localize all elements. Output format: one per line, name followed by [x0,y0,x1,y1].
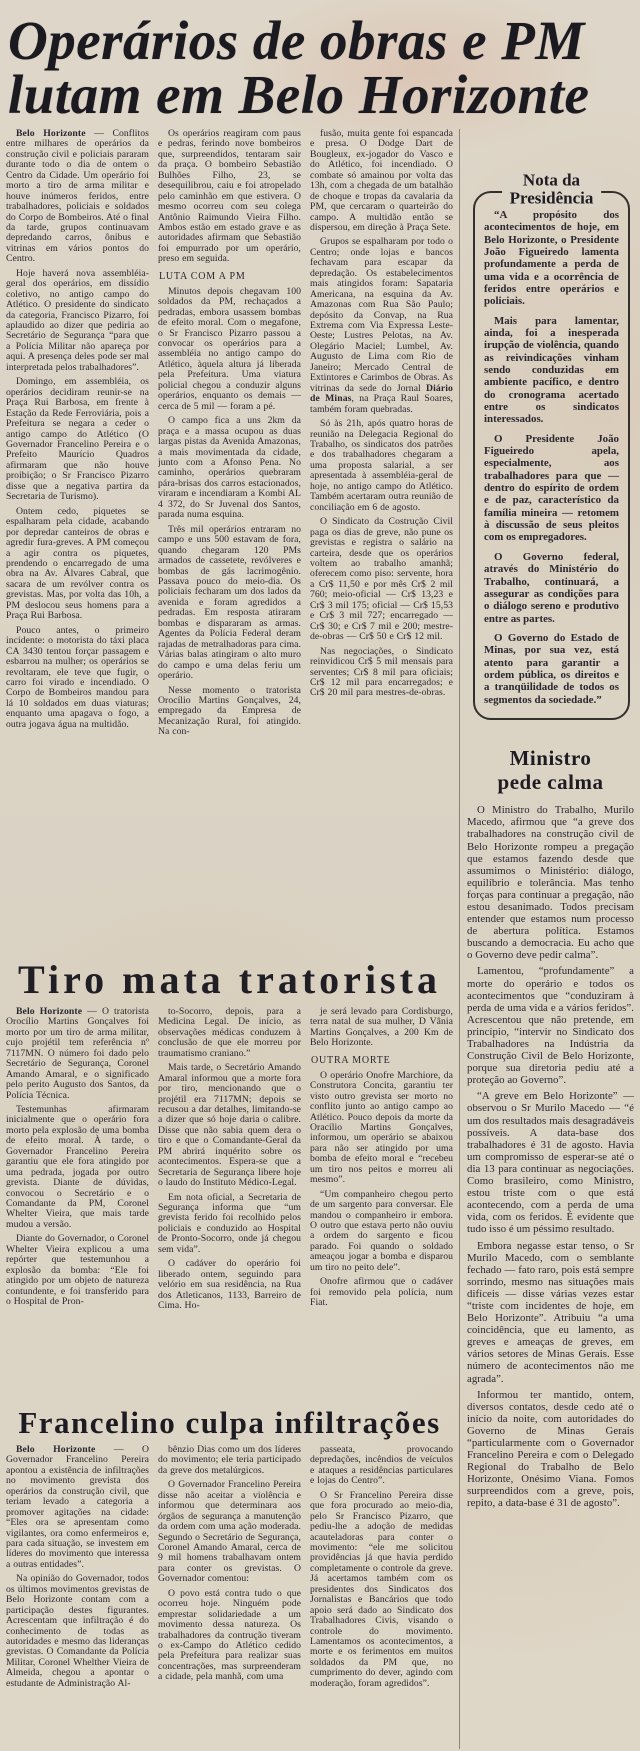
nota-title-line-1: Nota da [522,170,581,190]
article-paragraph: Na opinião do Governador, todos os últimos movimentos grevistas de Belo Horizonte contam com a participação destes figurantes. Acrescentam que infiltração é do conhecimento de todas as autoridades e mesmo das lideranças grevistas. O Comandante da Polícia Militar, Coronel Whelther Vieira de Almeida, chegou a apontar o estudante de Administração Al- [6,1573,149,1689]
article-paragraph: Belo Horizonte — O tratorista Orocílio Martins Gonçalves foi morto por um tiro de arma militar, cujo projétil tem referência nº 7117MN. O número foi dado pelo Secretário de Segurança, Coronel Amando Amaral, e o significado pelo perito Augusto dos Santos, da Polícia Técnica. [6,1006,149,1101]
tiro-article [6,1007,453,1401]
francelino-article-column-1 [6,1445,149,1751]
dateline: Belo Horizonte [16,1006,83,1017]
article-paragraph: Belo Horizonte — Conflitos entre milhares de operários da construção civil e policiais pararam durante todo o dia de ontem o Centro da Cidade. Um operário foi morto a tiro de arma militar e houve inúmeros feridos, entre trabalhadores, policiais e soldados do Corpo de Bombeiros. Até o final da tarde, grupos continuavam depredando carros, ônibus e vitrinas em vários pontos do Centro. [6,128,149,265]
article-paragraph: Belo Horizonte — O Governador Francelino Pereira apontou a existência de infiltrações no movimento grevista dos operários da construção civil, que teriam levado a categoria a promover agitações na cidade: “Eles ora se apresentam como vigilantes, ora como enfermeiros e, para cada situação, se investem em líderes do movimento que interessa a outras entidades”. [6,1444,149,1570]
article-paragraph: je será levado para Cordisburgo, terra natal de sua mulher, D Vânia Martins Gonçalves, a 200 Km de Belo Horizonte. [310,1006,453,1049]
article-paragraph: Só às 21h, após quatro horas de reunião na Delegacia Regional do Trabalho, os sindicatos dos patrões e dos trabalhadores chegaram a uma proposta salarial, a ser apresentada à assembléia-geral de hoje, no antigo campo do Atlético. Também acertaram outra reunião de conciliação em 6 de agosto. [310,418,453,513]
francelino-article-headline: Francelino culpa infiltrações [18,1404,441,1440]
article-paragraph: Domingo, em assembléia, os operários decidiram reunir-se na Praça Rui Barbosa, em frente à Estação da Rede Ferroviária, pois a Prefeitura se negara a ceder o antigo campo do Atlético (O Governador Francelino Pereira e o Prefeito Maurício Quadros afirmaram que não houve proibição; o Sr Francisco Pizarro disse que a negativa partira da Secretaria de Turismo). [6,376,149,503]
main-article-column-1 [6,129,149,951]
article-paragraph: “Um companheiro chegou perto de um sargento para conversar. Ele mandou o companheiro ir embora. O outro que estava perto não ouviu a ordem do sargento e ficou parado. Foi quando o soldado ameaçou jogar a bomba e disparou um tiro no peito dele”. [310,1188,453,1273]
article-paragraph: Em nota oficial, a Secretaria de Segurança informa que “um grevista ferido foi recolhido pelos policiais e conduzido ao Hospital de Pronto-Socorro, onde já chegou sem vida”. [158,1191,301,1255]
article-paragraph: O Sr Francelino Pereira disse que fora procurado ao meio-dia, pelo Sr Francisco Pizarro, que pediu-lhe a adoção de medidas acauteladoras para conter o movimento: “ele me solicitou providências já que havia perdido completamente o controle da greve. Já acertamos também com os presidentes dos Sindicatos dos Jornalistas e Bancários que todo apoio será dado ao Sindicato dos Trabalhadores Civis, visando o controle do movimento. Lamentamos os acontecimentos, a morte e os ferimentos em muitos soldados da PM que, no cumprimento do dever, agindo com moderação, foram agredidos”. [310,1489,453,1689]
article-paragraph: Mais tarde, o Secretário Amando Amaral informou que a morte fora por tiro, mencionando que o projétil era 7117MN; depois se recusou a dar detalhes, limitando-se a dizer que só hoje daria o calibre. Disse que não sabia quem dera o tiro e que o Comandante-Geral da PM abrirá inquérito sobre os acontecimentos. Espera-se que a Secretaria de Segurança libere hoje o laudo do Instituto Médico-Legal. [158,1062,301,1189]
main-article-column-2 [158,129,301,951]
ministro-headline-line-1: Ministro [509,745,592,770]
article-paragraph: O campo fica a uns 2km da praça e a massa ocupou as duas largas pistas da Avenida Amazonas, a mais movimentada da cidade, junto com a Afonso Pena. No caminho, operários quebraram pára-brisas dos carros estacionados, viraram e incendiaram a Kombi AL 4 372, do Sr Juvenal dos Santos, parada numa esquina. [158,415,301,521]
francelino-article-column-3 [310,1445,453,1751]
article-paragraph: Três mil operários entraram no campo e uns 500 estavam de fora, quando chegaram 120 PMs armados de cassetete, revólveres e bombas de gás lacrimogênio. Passava pouco do meio-dia. Os policiais fecharam um dos lados da avenida e foram agredidos a pedradas. Em resposta atiraram bombas e dispararam as armas. Agentes da Polícia Federal deram rajadas de metralhadoras para cima. Várias balas atingiram o alto muro do campo e uma delas feriu um operário. [158,523,301,682]
tiro-article-column-1 [6,1007,149,1401]
dateline: Belo Horizonte [16,1444,96,1455]
article-paragraph: Onofre afirmou que o cadáver foi removido pela polícia, num Fiat. [310,1276,453,1309]
article-paragraph: “A propósito dos acontecimentos de hoje, em Belo Horizonte, o Presidente João Figueiredo lamenta profundamente a perda de uma vida e a ocorrência de feridos entre operários e policiais. [484,208,619,308]
nota-presidencia-text [484,209,619,706]
article-paragraph: O Governador Francelino Pereira disse não aceitar a violência e informou que determinara aos órgãos de segurança a manutenção da ordem com uma ação moderada. Segundo o Secretário de Segurança, Coronel Amando Amaral, cerca de 9 mil homens trabalhavam ontem para conter os grevistas. O Governador comentou: [158,1479,301,1585]
dateline: Belo Horizonte [16,128,86,139]
francelino-article-column-2 [158,1445,301,1751]
main-article-column-3 [310,129,453,951]
article-paragraph: O operário Onofre Marchiore, da Construtora Concita, garantiu ter visto outro grevista ser morto no conflito junto ao antigo campo ao Atlético. Pouco depois da morte da Oracílio Martins Gonçalves, informou, um operário se abaixou para não ser atingido por uma bomba de efeito moral e “recebeu um tiro nos peitos e morreu ali mesmo”. [310,1069,453,1186]
article-paragraph: Diante do Governador, o Coronel Whelter Vieira explicou a uma repórter que testemunhou a explosão da bomba: “Ele foi atingido por um objeto de natureza contundente, e foi transferido para o Hospital de Pron- [6,1233,149,1308]
article-paragraph: Grupos se espalharam por todo o Centro; onde lojas e bancos fechavam para escapar da depredação. Os estabelecimentos mais atingidos foram: Sapataria Americana, na esquina da Av. Amazonas com Rua São Paulo; depósito da Convap, na Rua Extrema com Via Expressa Leste-Oeste; Lustres Pelotas, na Av. Olegário Maciel; Lumbel, Av. Augusto de Lima com Rio de Janeiro; Mercado Central de Extintores e Carimbos de Obras. As vitrinas da sede do Jornal Diário de Minas, na Praça Raul Soares, também foram quebradas. [310,236,453,415]
article-subhead: LUTA COM A PM [159,270,246,282]
article-paragraph: O Governo federal, através do Ministério do Trabalho, continuará, a assegurar as condições para o diálogo sereno e produtivo entre as partes. [484,550,619,625]
article-paragraph: passeata, provocando depredações, incêndios de veículos e ataques a residências particulares e lojas do Centro”. [310,1444,453,1487]
article-paragraph: Embora negasse estar tenso, o Sr Murilo Macedo, com o semblante fechado — fato raro, pois está sempre sorrindo, mesmo nas situações mais difíceis — disse várias vezes estar “triste com incidentes de hoje, em Belo Horizonte”. Atribuiu “a uma coincidência, que eu lamento, as greves e ameaças de greves, em vários setores de Minas Gerais. Esse número de acontecimentos não me agrada”. [467,1239,634,1385]
ministro-article-text [467,804,634,1513]
article-paragraph: O povo está contra tudo o que ocorreu hoje. Ninguém pode emprestar solidariedade a um movimento dessa natureza. Os trabalhadores da contrução tiveram o ex-Campo do Atlético cedido pela Prefeitura para realizar suas concentrações, mas surpreenderam a cidade, pela manhã, com uma [158,1587,301,1683]
article-paragraph: O Sindicato da Costrução Civil paga os dias de greve, não pune os grevistas e registra o salário na carteira, desde que os operários voltem ao trabalho amanhã; oferecem como piso: servente, hora a Cr$ 11,50 e por mês Cr$ 2 mil 760; meio-oficial — Cr$ 13,23 e Cr$ 3 mil 175; oficial — Cr$ 15,53 e Cr$ 3 mil 727; encarregado — Cr$ 30; e Cr$ 7 mil e 200; mestre-de-obras — Cr$ 50 e Cr$ 12 mil. [310,516,453,643]
article-subhead: OUTRA MORTE [311,1054,391,1066]
article-paragraph: Mais para lamentar, ainda, foi a inesperada irupção de violência, quando as reivindicações vinham sendo conduzidas em ambiente pacífico, e dentro do cronograma acertado entre os sindicatos interessados. [484,314,619,426]
tiro-article-headline: Tiro mata tratorista [18,956,441,1002]
main-headline-line-2: lutam em Belo Horizonte [8,64,590,126]
article-paragraph: Minutos depois chegavam 100 soldados da PM, rechaçados a pedradas, embora usassem bombas de efeito moral. Com o megafone, o Sr Francisco Pizarro passou a convocar os operários para a assembléia no antigo campo do Atlético, àquela altura já liberada pela Prefeitura. Uma viatura policial chegou a conduzir alguns operários, enquanto os demais — cerca de 5 mil — foram a pé. [158,285,301,412]
article-paragraph: O Presidente João Figueiredo apela, especialmente, aos trabalhadores para que — dentro do espírito de ordem e de paz, característico da família mineira — retomem à discussão de seus pleitos com os empregadores. [484,432,619,544]
article-paragraph: to-Socorro, depois, para a Medicina Legal. De início, as observações médicas conduzem à conclusão de que ele morreu por traumatismo craniano.” [158,1006,301,1059]
article-paragraph: “A greve em Belo Horizonte” — observou o Sr Murilo Macedo — “é um dos resultados mais desagradáveis possíveis. A data-base dos trabalhadores é 31 de agosto. Havia um compromisso de esperar-se até o dia 13 para continuar as negociações. Como brasileiro, como Ministro, estou triste com o que está acontecendo, com a perda de uma vida, com os feridos. É evidente que tudo isso é um péssimo resultado. [467,1090,634,1236]
article-paragraph: O Ministro do Trabalho, Murilo Macedo, afirmou que “a greve dos trabalhadores na construção civil de Belo Horizonte rompeu a pregação que estamos fazendo desde que assumimos o Ministério: diálogo, equilíbrio e tolerância. Mas tenho forças para continuar a pregação, não estou desanimado. Todos precisam entender que estamos num processo de abertura política. Estamos buscando a democracia. Eu acho que o Governo deve pedir calma”. [467,804,634,962]
ministro-headline-line-2: pede calma [497,770,604,795]
article-paragraph: Informou ter mantido, ontem, diversos contatos, desde cedo até o início da noite, com autoridades do Governo de Minas Gerais “particularmente com o Governador Francelino Pereira e com o Delegado Regional do Trabalho de Belo Horizonte, Onésimo Viana. Fomos surpreendidos com a greve, pois, repito, a data-base é 31 de agosto”. [467,1388,634,1510]
main-headline [8,10,634,126]
article-paragraph: Hoje haverá nova assembléia-geral dos operários, em dissídio coletivo, no antigo campo do Atlético. O presidente do sindicato da categoria, Francisco Pizarro, foi aplaudido ao dizer que pediria ao Secretário de Segurança “para que a Polícia Militar não apareça por aqui. A presença deles pode ser mal interpretada pelos trabalhadores”. [6,267,149,373]
tiro-article-column-3 [310,1007,453,1401]
tiro-article-column-2 [158,1007,301,1401]
article-paragraph: Os operários reagiram com paus e pedras, ferindo nove bombeiros que, surpreendidos, tentaram sair da praça. O bombeiro Sebastião Bulhões Filho, 23, se desequilibrou, caiu e foi atropelado pelo caminhão em que estivera. O mesmo ocorreu com seu colega Antônio Raimundo Vieira Filho. Ambos estão em estado grave e as autoridades afirmam que Sebastião foi empurrado por um operário, preso em seguida. [158,128,301,265]
right-column [459,129,634,1749]
page-body [6,129,634,1751]
article-paragraph: Pouco antes, o primeiro incidente: o motorista do táxi placa CA 3430 tentou forçar passagem e esbarrou na mulher; os operários se revoltaram, ele teve que fugir, o carro foi virado e incendiado. O Corpo de Bombeiros mandou para lá 10 soldados em duas viaturas; enquanto uma apagava o fogo, a outra jogava água na multidão. [6,624,149,730]
article-paragraph: Nas negociações, o Sindicato reinvidicou Cr$ 5 mil mensais para serventes; Cr$ 8 mil para oficiais; Cr$ 12 mil para encarregados; e Cr$ 20 mil para mestres-de-obras. [310,645,453,699]
nota-title-line-2: Presidência [509,188,594,208]
ministro-headline [467,746,634,794]
article-paragraph: Testemunhas afirmaram inicialmente que o operário fora morto pela explosão de uma bomba de efeito moral. À tarde, o Governador Francelino Pereira garantiu que ele fora atingido por uma pedrada, jogada por outro grevista. Diante de dúvidas, convocou o Secretário e o Comandante da PM, Coronel Whelter Vieira, que mais tarde mudou a versão. [6,1103,149,1230]
francelino-article [6,1445,453,1751]
article-paragraph: Lamentou, “profundamente” a morte do operário e todos os acontecimentos que “conduziram à perda de uma vida e a vários feridos”. Acrescentou que não pretende, em princípio, “intervir no Sindicato dos Trabalhadores na Indústria da Construção Civil de Belo Horizonte, porque sua diretoria pediu até a proteção ao Governo”. [467,965,634,1087]
main-headline-line-1: Operários de obras e PM [8,10,585,71]
nota-presidencia-title [502,172,602,209]
article-paragraph: fusão, muita gente foi espancada e presa. O Dodge Dart de Bougleux, ex-jogador do Vasco e do Atlético, foi incendiado. O combate só amainou por volta das 13h, com a chegada de um batalhão de choque e tropas da cavalaria da PM, que cercaram o quarteirão do campo. A multidão então se dispersou, em direção à Praça Sete. [310,128,453,233]
article-paragraph: Nesse momento o tratorista Orocílio Martins Gonçalves, 24, empregado da Empresa de Mecanização Rural, foi atingido. Na con- [158,684,301,738]
page-header [6,6,634,129]
main-article [6,129,453,951]
left-region [6,129,453,1751]
article-paragraph: O Governo do Estado de Minas, por sua vez, está atento para garantir a ordem pública, os direitos e a tranqüilidade de todos os segmentos da sociedade.” [484,631,619,706]
article-paragraph: Ontem cedo, piquetes se espalharam pela cidade, acabando por depredar canteiros de obras e agredir fura-greves. A PM começou a agir contra os piquetes, prendendo o encarregado de uma obra na Av. Álvares Cabral, que sacara de um revólver contra os grevistas. Mas, por volta das 10h, a PM deslocou seus homens para a Praça Rui Barbosa. [6,505,149,622]
article-paragraph: bênzio Dias como um dos líderes do movimento; ele teria participado da greve dos metalúrgicos. [158,1444,301,1476]
article-paragraph: O cadáver do operário foi liberado ontem, seguindo para velório em sua residência, na Rua dos Atleticanos, 1133, Barreiro de Cima. Ho- [158,1258,301,1312]
nota-presidencia-box [473,170,630,720]
